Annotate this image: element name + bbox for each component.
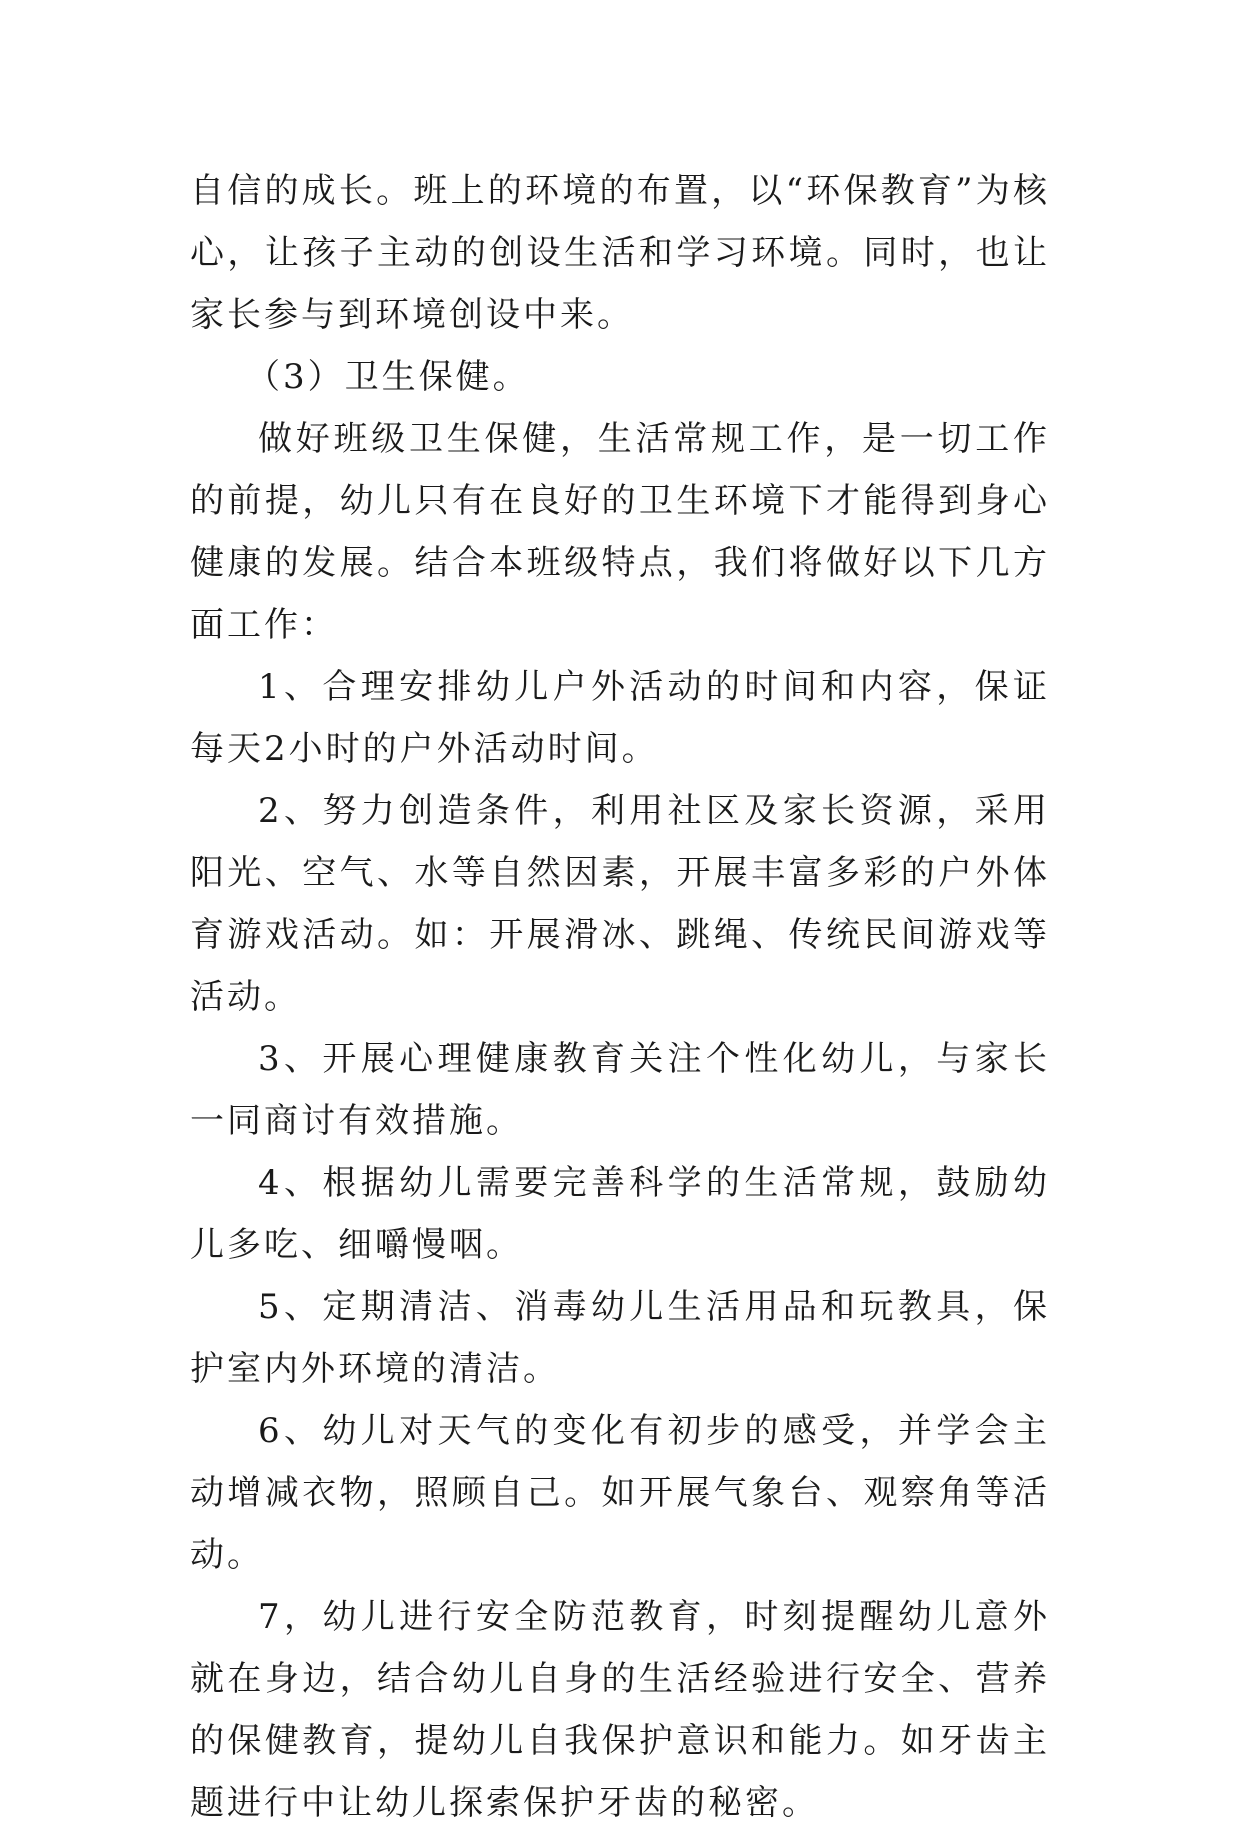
list-item-2: 2、努力创造条件，利用社区及家长资源，采用阳光、空气、水等自然因素，开展丰富多彩的户外体育游戏活动。如：开展滑冰、跳绳、传统民间游戏等活动。 bbox=[190, 791, 1050, 1017]
section-heading-hygiene: （3）卫生保健。 bbox=[246, 357, 530, 397]
list-item-5: 5、定期清洁、消毒幼儿生活用品和玩教具，保护室内外环境的清洁。 bbox=[190, 1287, 1050, 1389]
document-body bbox=[190, 160, 1050, 1834]
list-item-1: 1、合理安排幼儿户外活动的时间和内容，保证每天2小时的户外活动时间。 bbox=[190, 667, 1050, 769]
list-item-4: 4、根据幼儿需要完善科学的生活常规，鼓励幼儿多吃、细嚼慢咽。 bbox=[190, 1163, 1050, 1265]
list-item-6: 6、幼儿对天气的变化有初步的感受，并学会主动增减衣物，照顾自己。如开展气象台、观察角等活动。 bbox=[190, 1411, 1050, 1575]
list-item-7: 7，幼儿进行安全防范教育，时刻提醒幼儿意外就在身边，结合幼儿自身的生活经验进行安全、营养的保健教育，提幼儿自我保护意识和能力。如牙齿主题进行中让幼儿探索保护牙齿的秘密。 bbox=[190, 1597, 1050, 1823]
paragraph-continuation: 自信的成长。班上的环境的布置，以“环保教育”为核心，让孩子主动的创设生活和学习环境。同时，也让家长参与到环境创设中来。 bbox=[190, 171, 1050, 335]
paragraph-intro: 做好班级卫生保健，生活常规工作，是一切工作的前提，幼儿只有在良好的卫生环境下才能得到身心健康的发展。结合本班级特点，我们将做好以下几方面工作： bbox=[190, 419, 1050, 645]
list-item-3: 3、开展心理健康教育关注个性化幼儿，与家长一同商讨有效措施。 bbox=[190, 1039, 1050, 1141]
